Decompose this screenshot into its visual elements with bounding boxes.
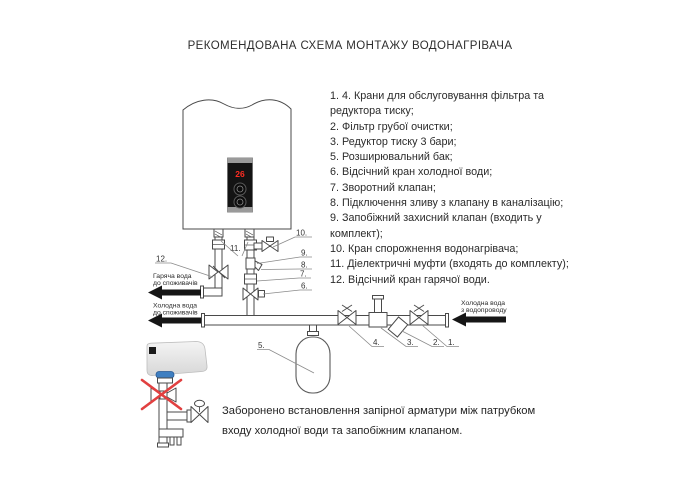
callout-6 — [263, 282, 312, 295]
flow-label: Холодна вода — [153, 302, 198, 310]
cold-inlet-pipe — [243, 237, 278, 316]
warning-text — [222, 401, 582, 441]
legend-line: комплект); — [330, 227, 383, 240]
svg-text:7.: 7. — [300, 269, 307, 279]
tank-mark — [149, 347, 156, 354]
flow-label: до споживачів — [153, 280, 198, 287]
flow-label: Гаряча вода — [153, 273, 192, 280]
tank-bottom — [147, 342, 207, 376]
svg-text:6.: 6. — [301, 281, 308, 291]
cold-water-out-flow — [148, 303, 201, 328]
flow-label: до споживачів — [153, 309, 198, 317]
callout-4 — [349, 326, 384, 347]
drain-connection-8 — [255, 261, 262, 271]
flow-label: Холодна вода — [461, 300, 506, 307]
legend-line: 9. Запобіжний захисний клапан (входить у — [330, 212, 542, 225]
legend-line: 2. Фільтр грубої очистки; — [330, 120, 453, 133]
svg-text:2.: 2. — [433, 338, 440, 347]
svg-text:10.: 10. — [296, 228, 308, 238]
control-panel — [228, 158, 253, 212]
legend-line: 7. Зворотний клапан; — [330, 181, 436, 194]
page-title: РЕКОМЕНДОВАНА СХЕМА МОНТАЖУ ВОДОНАГРІВАЧА — [187, 40, 513, 52]
knob-lower[interactable] — [234, 196, 246, 208]
legend-line: 5. Розширювальний бак; — [330, 151, 453, 164]
warning-line: Заборонено встановлення запірної арматури між патрубком — [222, 405, 536, 417]
pressure-reducer-3 — [369, 296, 387, 328]
callout-7 — [257, 270, 311, 282]
callout-11 — [221, 241, 248, 256]
knob-upper[interactable] — [234, 183, 246, 195]
hot-water-out-flow — [148, 273, 201, 300]
warning-line: входу холодної води та запобіжним клапаном. — [222, 425, 463, 437]
legend-line: 6. Відсічний кран холодної води; — [330, 166, 493, 179]
hot-water-pipe — [201, 237, 229, 298]
blue-inlet-fitting — [156, 372, 174, 379]
flow-label: з водопроводу — [461, 307, 507, 314]
callout-10 — [273, 229, 312, 248]
valve-10-drain — [254, 237, 278, 252]
safety-valve-9 — [246, 258, 262, 271]
legend-line: 10. Кран спорожнення водонагрівача; — [330, 242, 519, 255]
legend-line: 12. Відсічний кран гарячої води. — [330, 273, 490, 286]
svg-text:3.: 3. — [407, 338, 414, 347]
svg-text:9.: 9. — [301, 248, 308, 258]
svg-text:5.: 5. — [258, 341, 265, 350]
svg-text:1.: 1. — [448, 338, 455, 347]
temperature-display: 26 — [235, 169, 245, 179]
panel-top-cap — [228, 158, 253, 163]
expansion-tank-5 — [296, 325, 330, 393]
cold-water-in-flow — [452, 300, 507, 327]
legend-line: 3. Редуктор тиску 3 бари; — [330, 135, 457, 148]
svg-text:8.: 8. — [301, 260, 308, 270]
left-arrow — [452, 313, 506, 327]
svg-text:4.: 4. — [373, 338, 380, 347]
svg-text:12.: 12. — [156, 254, 168, 264]
svg-text:11.: 11. — [230, 244, 241, 253]
water-heater — [183, 100, 291, 238]
hot-outlet-elbow — [202, 288, 222, 296]
legend-line: 8. Підключення зливу з клапану в каналізацію; — [330, 197, 564, 210]
callout-1 — [422, 325, 459, 347]
legend-line: 1. 4. Крани для обслуговування фільтра та — [330, 90, 545, 102]
left-arrow — [148, 286, 201, 300]
prohibition-illustration — [142, 342, 208, 448]
legend-line: 11. Діелектричні муфти (входять до комплекту); — [330, 258, 569, 271]
legend-line: редуктора тиску; — [330, 105, 414, 118]
